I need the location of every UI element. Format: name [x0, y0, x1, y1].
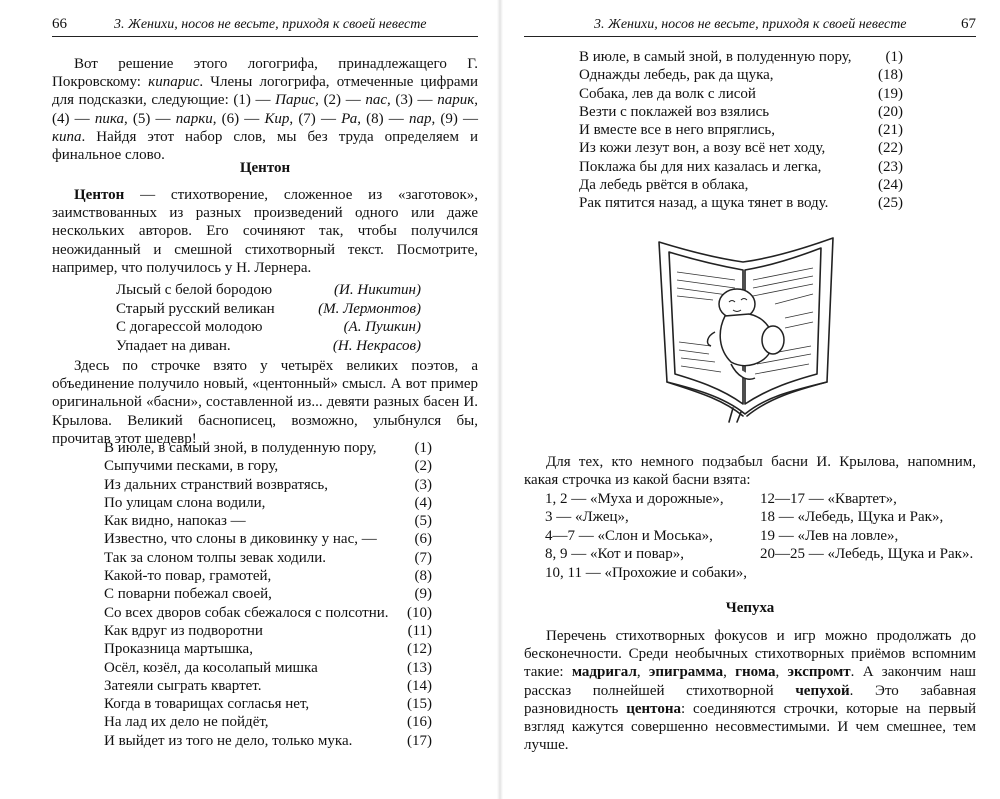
fable-line: Рак пятится назад, а щука тянет в воду. (25)	[579, 195, 903, 212]
logogriph-solution-paragraph: Вот решение этого логогрифа, принадлежащего Г. Покровскому: кипарис. Члены логогрифа, отмеченные цифрами для подсказки, следующие: (1) — Парис, (2) — пас, (3) — парик, (4) — пика, (5) — парки, (6) — Кир, (7) — Ра, (8) — пар, (9) — кипа. Найдя этот набор слов, мы без труда определяем и финальное слово.	[52, 56, 478, 164]
fable-key-item: 20—25 — «Лебедь, Щука и Рак».	[760, 546, 974, 563]
fable-line: В июле, в самый зной, в полуденную пору, (1)	[104, 440, 432, 456]
running-head-right	[524, 14, 976, 37]
centon-heading: Центон	[239, 160, 291, 176]
running-head-title-left: 3. Женихи, носов не весьте, приходя к своей невесте	[114, 17, 427, 32]
fable-line: Затеяли сыграть квартет. (14)	[104, 677, 432, 694]
centon-line: С догарессой молодою (А. Пушкин)	[116, 319, 421, 335]
fable-line: Когда в товарищах согласья нет, (15)	[104, 696, 432, 713]
chepukha-paragraph: Перечень стихотворных фокусов и игр можно продолжать до бесконечности. Среди необычных стихотворных приёмов вспомним такие: мадригал, эпиграмма, гнома, экспромт. А закончим наш рассказ полнейшей стихотворной чепухой. Это забавная разновидность центона: соединяются строчки, которые на первый взгляд кажутся совершенно несовместимыми. И чем смешнее, тем лучше.	[524, 628, 976, 754]
fable-line: И вместе все в него впряглись, (21)	[579, 122, 903, 139]
centon-line: Лысый с белой бородою (И. Никитин)	[116, 282, 421, 298]
centon-term: Центон	[74, 187, 125, 203]
fable-line: Поклажа бы для них казалась и легка, (23)	[579, 158, 903, 175]
centon-poem	[116, 282, 421, 356]
child-in-book-illustration	[645, 232, 845, 424]
running-head-title-right: 3. Женихи, носов не весьте, приходя к своей невесте	[594, 17, 907, 32]
fable-line: Из дальних странствий возвратясь, (3)	[104, 476, 432, 493]
fable-line: Как видно, напоказ — (5)	[104, 513, 432, 530]
fable-key-item: 12—17 — «Квартет»,	[760, 491, 897, 507]
fable-line: На лад их дело не пойдёт, (16)	[104, 714, 432, 731]
fable-line: Со всех дворов собак сбежалося с полсотни. (10)	[104, 604, 432, 621]
fable-line: Какой-то повар, грамотей, (8)	[104, 568, 432, 585]
centon-line: Упадает на диван. (Н. Некрасов)	[116, 337, 421, 354]
fable-line: Известно, что слоны в диковинку у нас, — (6)	[104, 531, 432, 548]
fable-line: Из кожи лезут вон, а возу всё нет ходу, (22)	[579, 140, 903, 157]
fable-key-item: 1, 2 — «Муха и дорожные»,	[545, 491, 724, 507]
fable-key-item: 19 — «Лев на ловле»,	[760, 527, 899, 544]
fable-key-list-left	[545, 491, 747, 583]
page-number-left: 66	[52, 16, 67, 32]
fable-line: Проказница мартышка, (12)	[104, 641, 432, 658]
fable-poem-right	[579, 49, 903, 214]
fable-line: Осёл, козёл, да косолапый мишка (13)	[104, 659, 432, 676]
fable-key-item: 18 — «Лебедь, Щука и Рак»,	[760, 509, 944, 526]
fable-line: В июле, в самый зной, в полуденную пору, (1)	[579, 49, 903, 65]
fable-key-item: 4—7 — «Слон и Моська»,	[545, 527, 713, 544]
page-number-right: 67	[961, 16, 976, 32]
fable-line: Как вдруг из подворотни (11)	[104, 622, 432, 639]
fable-poem-left	[104, 440, 432, 751]
centon-definition-paragraph: Центон — стихотворение, сложенное из «заготовок», заимствованных из разных произведений одного или даже нескольких авторов. Его сочиняют так, чтобы получился неожиданный и смешной стихотворный текст. Посмотрите, например, что получилось у Н. Лернера.	[52, 187, 478, 276]
fable-key-list-right	[760, 491, 973, 565]
fable-line: Так за слоном толпы зевак ходили. (7)	[104, 549, 432, 566]
fable-key-item: 3 — «Лжец»,	[545, 509, 629, 526]
fable-key-item: 10, 11 — «Прохожие и собаки»,	[545, 564, 748, 581]
fable-line: С поварни побежал своей, (9)	[104, 586, 432, 603]
centon-line: Старый русский великан (М. Лермонтов)	[116, 300, 421, 317]
chepukha-heading: Чепуха	[725, 600, 775, 616]
after-centon-paragraph: Здесь по строчке взято у четырёх великих поэтов, а объединение получило новый, «центонный» смысл. А вот пример оригинальной «басни», составленной из... девяти разных басен И. Крылова. Великий баснописец, возможно, улыбнулся бы, прочитав этот шедевр!	[52, 358, 478, 447]
fable-key-item: 8, 9 — «Кот и повар»,	[545, 546, 684, 563]
fable-line: Да лебедь рвётся в облака, (24)	[579, 177, 903, 194]
fable-line: По улицам слона водили, (4)	[104, 494, 432, 511]
reminder-paragraph: Для тех, кто немного подзабыл басни И. Крылова, напомним, какая строчка из какой басни взята:	[524, 454, 976, 489]
fable-line: И выйдет из того не дело, только мука. (17)	[104, 732, 432, 749]
running-head-left	[52, 14, 478, 37]
fable-line: Сыпучими песками, в гору, (2)	[104, 458, 432, 475]
fable-line: Собака, лев да волк с лисой (19)	[579, 85, 903, 102]
fable-line: Везти с поклажей воз взялись (20)	[579, 103, 903, 120]
fable-line: Однажды лебедь, рак да щука, (18)	[579, 67, 903, 84]
